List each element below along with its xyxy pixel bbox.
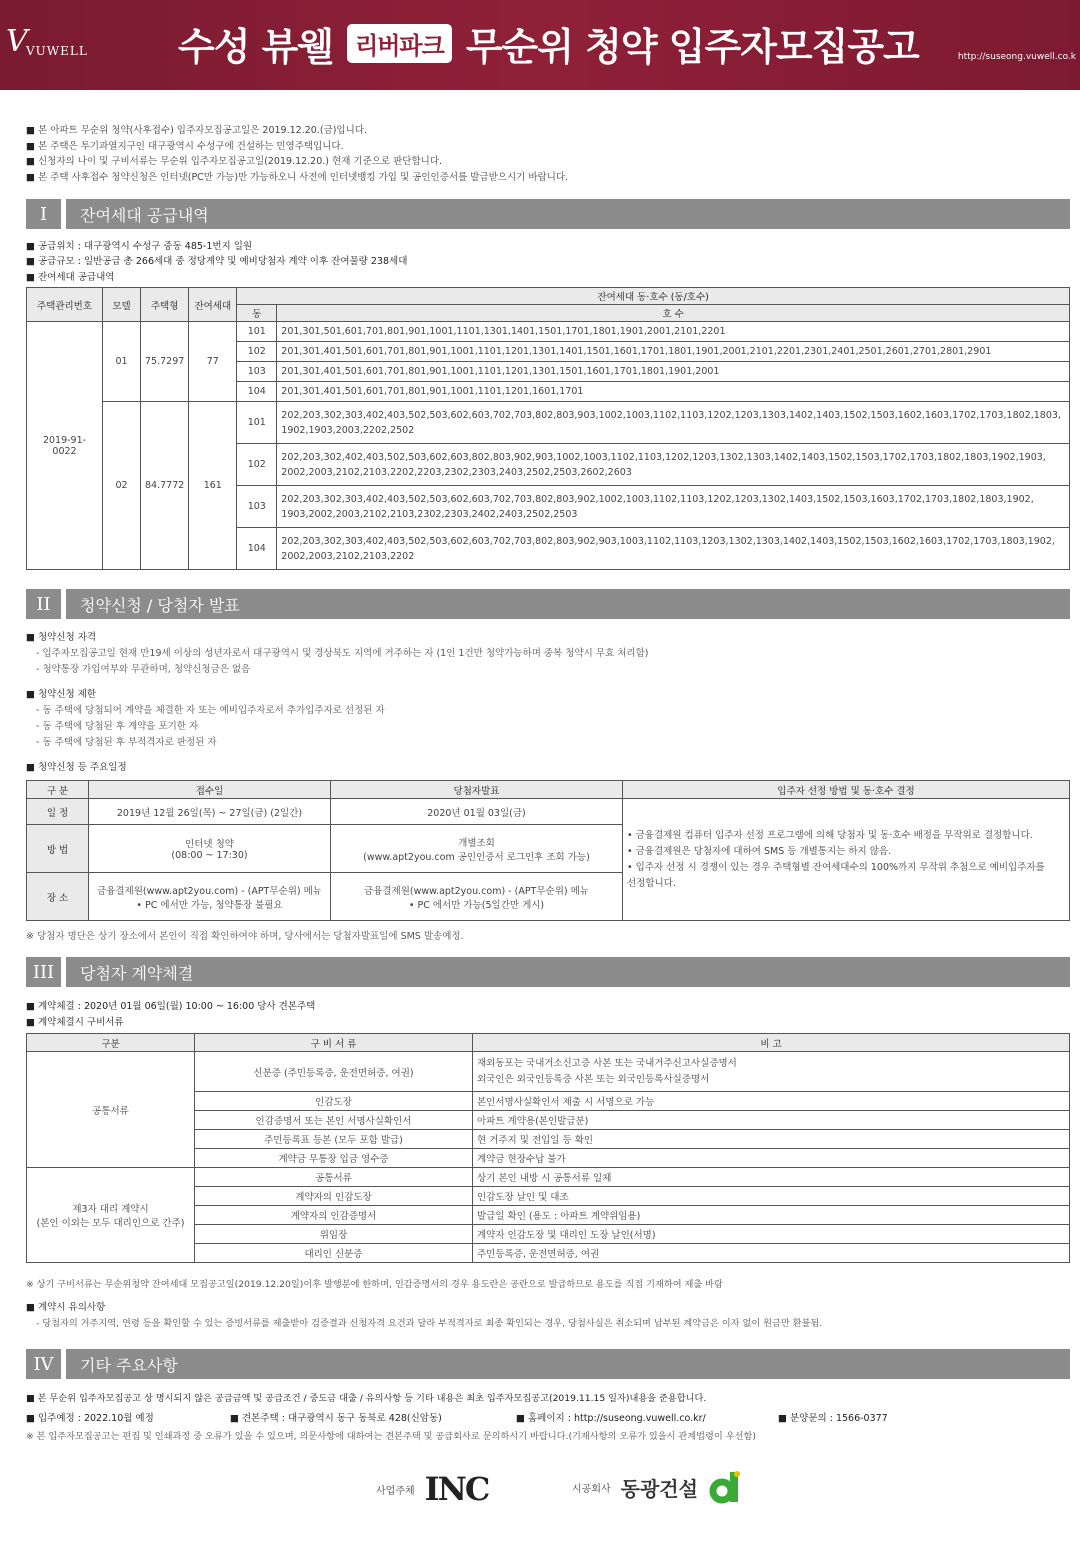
bullet-item: ■ 잔여세대 공급내역 xyxy=(26,269,114,283)
doc-cell: 계약자의 인감증명서 xyxy=(195,1206,473,1225)
win-method-line: 개별조회 xyxy=(458,837,495,849)
col-header: 호 수 xyxy=(277,305,1070,322)
note-cell: 현 거주지 및 전입일 등 확인 xyxy=(473,1130,1070,1149)
mgmt-number: 2019-91-0022 xyxy=(27,322,103,570)
note-cell xyxy=(473,1052,1070,1092)
ho-cell: 202,203,302,303,402,403,502,503,602,603,702,703,802,803,902,1002,1003,1102,1103,1202,1203,1302,1403,1502,1503,1603,1702,1703,1802,1803,1902, 1903,2002,2003,2102,2103,2302,2303,2402,2403,2502,2503 xyxy=(277,486,1070,528)
note-cell: 아파트 계약용(본인발급분) xyxy=(473,1111,1070,1130)
doc-cell: 계약자의 인감도장 xyxy=(195,1187,473,1206)
sub-item: - 동 주택에 당첨된 후 부적격자로 판정된 자 xyxy=(36,737,217,748)
win-place xyxy=(331,873,623,921)
bullet-item: ■ 공급규모 : 일반공급 총 266세대 중 정당계약 및 예비당첨자 계약 이후 잔여물량 238세대 xyxy=(26,253,407,267)
selection-line: • 금융결제원은 당첨자에 대하여 SMS 등 개별통지는 하지 않음. xyxy=(627,845,892,857)
documents-table xyxy=(26,1033,1070,1263)
builder-name: 동광건설 xyxy=(620,1476,698,1501)
notice-item: ■ 신청자의 나이 및 구비서류는 무순위 입주자모집공고일(2019.12.20.) 현재 기준으로 판단합니다. xyxy=(26,153,442,167)
section-title: 당첨자 계약체결 xyxy=(80,963,194,983)
selection-line: • 입주자 선정 시 경쟁이 있는 경우 주택형별 잔여세대수의 100%까지 무작위 추첨으로 예비입주자를 xyxy=(627,861,1045,873)
doc-cell: 인감도장 xyxy=(195,1092,473,1111)
bullet-item: ■ 청약신청 자격 xyxy=(26,629,96,643)
col-header: 잔여세대 동·호수 (동/호수) xyxy=(237,288,1070,305)
ho-cell: 201,301,401,501,601,701,801,901,1001,1101,1201,1301,1401,1501,1601,1701,1801,1901,2001,2101,2201,2301,2401,2501,2601,2701,2801,2901 xyxy=(277,342,1070,362)
move-in-date: ■ 입주예정 : 2022.10월 예정 xyxy=(26,1410,154,1424)
ho-cell: 201,301,501,601,701,801,901,1001,1101,1301,1401,1501,1701,1801,1901,2001,2101,2201 xyxy=(277,322,1070,342)
col-header: 주택관리번호 xyxy=(27,288,103,322)
note-cell: 인감도장 날인 및 대조 xyxy=(473,1187,1070,1206)
bullet-item: ■ 계약시 유의사항 xyxy=(26,1299,105,1313)
type-cell: 84.7772 xyxy=(141,402,189,570)
footnote: ※ 상기 구비서류는 무순위청약 잔여세대 모집공고일(2019.12.20일)이후 발행분에 한하며, 인감증명서의 경우 용도란은 공란으로 발급하므로 용도를 직접 기재하여 제출 바람 xyxy=(26,1279,723,1290)
section-number: IV xyxy=(26,1349,66,1379)
count-cell: 77 xyxy=(189,322,237,402)
note-cell: 주민등록증, 운전면허증, 여권 xyxy=(473,1244,1070,1263)
notice-item: ■ 본 주택 사후접수 청약신청은 인터넷(PC만 가능)만 가능하오니 사전에 인터넷뱅킹 가입 및 공인인증서를 발급받으시기 바랍니다. xyxy=(26,169,568,183)
note-line: 외국인은 외국인등록증 사본 또는 외국인등록사실증명서 xyxy=(477,1073,710,1085)
bullet-item: ■ 청약신청 등 주요일정 xyxy=(26,759,127,773)
col-header: 잔여세대 xyxy=(189,288,237,322)
notice-item: ■ 본 주택은 투기과열지구인 대구광역시 수성구에 건설하는 민영주택입니다. xyxy=(26,138,344,152)
model-house: ■ 견본주택 : 대구광역시 동구 동북로 428(신암동) xyxy=(230,1410,442,1424)
vuwell-logo-text: VUWELL xyxy=(26,44,88,58)
note-line: 재외동포는 국내거소신고증 사본 또는 국내거주신고사실증명서 xyxy=(477,1057,737,1069)
selection-line: • 금융결제원 컴퓨터 입주자 선정 프로그램에 의해 당첨자 및 동·호수 배정을 무작위로 결정합니다. xyxy=(627,829,1033,841)
header-banner xyxy=(0,0,1080,90)
sub-item: - 동 주택에 당첨된 후 계약을 포기한 자 xyxy=(36,721,199,732)
homepage-link[interactable]: ■ 홈페이지 : http://suseong.vuwell.co.kr/ xyxy=(516,1410,706,1424)
builder-signature xyxy=(572,1470,742,1504)
dongkwang-logo-icon xyxy=(708,1470,742,1504)
col-header: 접수일 xyxy=(89,781,331,799)
apply-date: 2019년 12월 26일(목) ~ 27일(금) (2일간) xyxy=(89,799,331,825)
group-line: 제3자 대리 계약시 xyxy=(72,1204,149,1215)
col-header: 입주자 선정 방법 및 동·호수 결정 xyxy=(623,781,1070,799)
model-cell: 02 xyxy=(103,402,141,570)
page-title xyxy=(178,16,919,71)
section-header-2 xyxy=(26,589,1070,619)
title-left: 수성 뷰웰 xyxy=(178,25,334,69)
bullet-item: ■ 계약체결 : 2020년 01월 06일(월) 10:00 ~ 16:00 당사 견본주택 xyxy=(26,998,315,1012)
section-header-4 xyxy=(26,1349,1070,1379)
footnote: ※ 당첨자 명단은 상기 장소에서 본인이 직접 확인하여야 하며, 당사에서는 당첨자발표일에 SMS 발송예정. xyxy=(26,931,464,942)
sub-item: - 동 주택에 당첨되어 계약을 체결한 자 또는 예비입주자로서 추가입주자로 선정된 자 xyxy=(36,705,385,716)
count-cell: 161 xyxy=(189,402,237,570)
ho-cell: 202,203,302,303,402,403,502,503,602,603,702,703,802,803,902,903,1003,1102,1103,1203,1302,1303,1402,1403,1502,1503,1602,1603,1702,1703,1803,1902, 2002,2003,2102,2103,2202 xyxy=(277,528,1070,570)
doc-cell: 신분증 (주민등록증, 운전면허증, 여권) xyxy=(195,1052,473,1092)
ho-cell: 202,203,302,402,403,502,503,602,603,802,803,902,903,1002,1003,1102,1103,1202,1203,1302,1303,1402,1403,1502,1503,1702,1703,1802,1803,1902,1903, 2002,2003,2102,2103,2202,2203,2302,2303,2403,2502,2503,2602,2603 xyxy=(277,444,1070,486)
section-number: III xyxy=(26,957,66,987)
col-header: 구분 xyxy=(27,1034,195,1052)
apply-place-line: • PC 에서만 가능, 청약통장 불필요 xyxy=(136,899,283,911)
doc-cell: 계약금 무통장 입금 영수증 xyxy=(195,1149,473,1168)
sub-item: - 청약통장 가입여부와 무관하며, 청약신청금은 없음 xyxy=(36,664,251,675)
dong-cell: 101 xyxy=(237,402,277,444)
note-cell: 상기 본인 내방 시 공통서류 일체 xyxy=(473,1168,1070,1187)
schedule-table xyxy=(26,780,1070,921)
doc-cell: 인감증명서 또는 본인 서명사실확인서 xyxy=(195,1111,473,1130)
col-header: 주택형 xyxy=(141,288,189,322)
inquiry-phone: ■ 분양문의 : 1566-0377 xyxy=(778,1410,888,1424)
ho-cell: 202,203,302,303,402,403,502,503,602,603,702,703,802,803,903,1002,1003,1102,1103,1202,1203,1303,1402,1403,1502,1503,1602,1603,1702,1703,1802,1803, 1902,1903,2003,2202,2502 xyxy=(277,402,1070,444)
col-header: 당첨자발표 xyxy=(331,781,623,799)
bullet-item: ■ 공급위치 : 대구광역시 수성구 중동 485-1번지 일원 xyxy=(26,238,252,252)
doc-cell: 공통서류 xyxy=(195,1168,473,1187)
doc-cell: 대리인 신분증 xyxy=(195,1244,473,1263)
section-header-3 xyxy=(26,957,1070,987)
note-cell: 발급일 확인 (용도 : 아파트 계약위임용) xyxy=(473,1206,1070,1225)
doc-cell: 주민등록표 등본 (모두 포함 발급) xyxy=(195,1130,473,1149)
type-cell: 75.7297 xyxy=(141,322,189,402)
sub-item: - 당첨자의 거주지역, 연령 등을 확인할 수 있는 증빙서류를 제출받아 검증결과 신청자격 요건과 달라 부적격자로 최종 확인되는 경우, 당첨사실은 취소되며 납부된 계약금은 이자 없이 원금만 환불됨. xyxy=(36,1318,823,1329)
apply-place xyxy=(89,873,331,921)
notice-item: ■ 본 아파트 무순위 청약(사후접수) 입주자모집공고일은 2019.12.20.(금)입니다. xyxy=(26,122,367,136)
group-cell xyxy=(27,1168,195,1263)
dong-cell: 101 xyxy=(237,322,277,342)
col-header: 동 xyxy=(237,305,277,322)
selection-line: 선정합니다. xyxy=(627,877,676,889)
win-place-line: 금융결제원(www.apt2you.com) - (APT무순위) 메뉴 xyxy=(364,885,589,897)
section-title: 기타 주요사항 xyxy=(80,1355,178,1375)
bullet-item: ■ 청약신청 제한 xyxy=(26,686,96,700)
win-date: 2020년 01월 03일(금) xyxy=(331,799,623,825)
selection-method xyxy=(623,799,1070,921)
note-cell: 계약자 인감도장 및 대리인 도장 날인(서명) xyxy=(473,1225,1070,1244)
ho-cell: 201,301,401,501,601,701,801,901,1001,1101,1201,1601,1701 xyxy=(277,382,1070,402)
sub-item: - 입주자모집공고일 현재 만19세 이상의 성년자로서 대구광역시 및 경상북도 지역에 거주하는 자 (1인 1건만 청약가능하며 중복 청약시 무효 처리함) xyxy=(36,648,649,659)
apply-method-line: (08:00 ~ 17:30) xyxy=(171,850,248,861)
row-header: 장 소 xyxy=(27,873,89,921)
group-line: (본인 이외는 모두 대리인으로 간주) xyxy=(36,1218,185,1229)
section-title: 잔여세대 공급내역 xyxy=(80,205,209,225)
bullet-item: ■ 본 무순위 입주자모집공고 상 명시되지 않은 공급금액 및 공급조건 / 중도금 대출 / 유의사항 등 기타 내용은 최초 입주자모집공고(2019.11.15 일자)내용을 준용합니다. xyxy=(26,1390,706,1404)
vuwell-logo-mark: V xyxy=(6,24,28,59)
dong-cell: 103 xyxy=(237,486,277,528)
ho-cell: 201,301,401,501,601,701,801,901,1001,1101,1201,1301,1501,1601,1701,1801,1901,2001 xyxy=(277,362,1070,382)
win-place-line: • PC 에서만 가능(5일간만 게시) xyxy=(408,899,545,911)
apply-method-line: 인터넷 청약 xyxy=(185,839,234,850)
bullet-item: ■ 계약체결시 구비서류 xyxy=(26,1014,124,1028)
inc-logo: INC xyxy=(424,1470,489,1508)
section-header-1 xyxy=(26,199,1070,229)
group-cell: 공통서류 xyxy=(27,1052,195,1168)
col-header: 구 비 서 류 xyxy=(195,1034,473,1052)
win-method-line: (www.apt2you.com 공인인증서 로그인후 조회 가능) xyxy=(363,851,590,863)
model-cell: 01 xyxy=(103,322,141,402)
note-cell: 본인서명사실확인서 제출 시 서명으로 가능 xyxy=(473,1092,1070,1111)
section-number: II xyxy=(26,589,66,619)
row-header: 일 정 xyxy=(27,799,89,825)
dong-cell: 102 xyxy=(237,444,277,486)
dong-cell: 104 xyxy=(237,528,277,570)
title-badge: 리버파크 xyxy=(347,24,452,63)
col-header: 모델 xyxy=(103,288,141,322)
dong-cell: 104 xyxy=(237,382,277,402)
col-header: 구 분 xyxy=(27,781,89,799)
builder-label: 시공회사 xyxy=(572,1483,611,1495)
apply-place-line: 금융결제원(www.apt2you.com) - (APT무순위) 메뉴 xyxy=(97,885,322,897)
row-header: 방 법 xyxy=(27,825,89,873)
developer-signature xyxy=(376,1470,488,1508)
supply-table xyxy=(26,287,1070,570)
note-cell: 계약금 현장수납 불가 xyxy=(473,1149,1070,1168)
developer-label: 사업주체 xyxy=(376,1485,415,1497)
section-number: I xyxy=(26,199,66,229)
footnote: ※ 본 입주자모집공고는 편집 및 인쇄과정 중 오류가 있을 수 있으며, 의문사항에 대하여는 견본주택 및 공급회사로 문의하시기 바랍니다.(기재사항의 오류가 있을시 관계법령이 우선함) xyxy=(26,1431,756,1442)
doc-cell: 위임장 xyxy=(195,1225,473,1244)
title-right: 무순위 청약 입주자모집공고 xyxy=(465,25,919,69)
section-title: 청약신청 / 당첨자 발표 xyxy=(80,595,240,615)
header-url[interactable]: http://suseong.vuwell.co.k xyxy=(957,52,1076,62)
win-method xyxy=(331,825,623,873)
dong-cell: 103 xyxy=(237,362,277,382)
apply-method xyxy=(89,825,331,873)
col-header: 비 고 xyxy=(473,1034,1070,1052)
dong-cell: 102 xyxy=(237,342,277,362)
